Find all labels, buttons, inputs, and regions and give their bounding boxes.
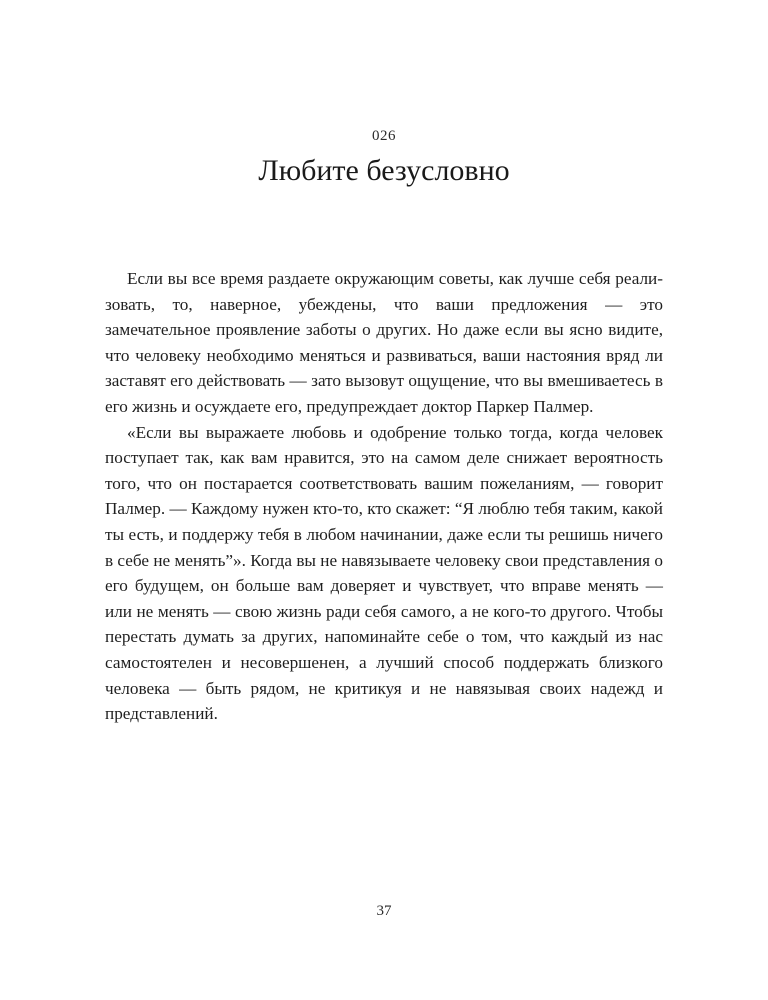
chapter-number: 026 xyxy=(372,128,396,144)
page-number: 37 xyxy=(376,903,392,919)
chapter-title: Любите безусловно xyxy=(258,154,510,187)
paragraph: Если вы все время раздаете окружающим советы, как лучше себя реализовать, то, наверное, убеждены, что ваши предложения — это замечательное проявление заботы о других. Но даже если вы ясно видите, что человеку необходимо меняться и развиваться, ваши настояния вряд ли заставят его действовать — зато вызовут ощущение, что вы вмешиваетесь в его жизнь и осуждаете его, предупреждает доктор Паркер Палмер. xyxy=(105,269,663,416)
paragraph: «Если вы выражаете любовь и одобрение только тогда, когда человек поступает так, как вам нравится, это на самом деле снижает вероятность того, что он постарается соответствовать вашим пожеланиям, — говорит Палмер. — Каждому нужен кто-то, кто скажет: “Я люблю тебя таким, какой ты есть, и поддержу тебя в любом начинании, даже если ты решишь ничего в себе не менять”». Когда вы не навязываете человеку свои представления о его будущем, он больше вам доверяет и чувствует, что вправе менять — или не менять — свою жизнь ради себя самого, а не кого-то другого. Чтобы перестать думать за других, напоминайте себе о том, что каждый из нас самостоятелен и несовершенен, а лучший способ поддержать близкого человека — быть рядом, не критикуя и не навязывая своих надежд и представлений. xyxy=(105,422,663,724)
body-text xyxy=(105,266,663,727)
